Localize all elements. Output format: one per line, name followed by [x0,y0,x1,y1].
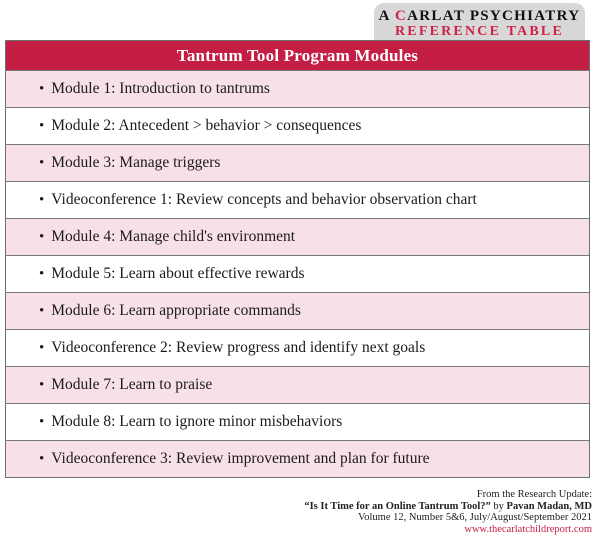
bullet-icon: • [39,265,45,282]
carlat-logo [374,3,585,45]
bullet-icon: • [39,191,45,208]
footer-citation [304,489,592,535]
bullet-icon: • [39,339,45,356]
table-row-videoconference-3 [6,440,589,477]
table-row-module-3 [6,144,589,181]
row-label: Videoconference 1: Review concepts and behavior observation chart [51,191,477,208]
citation-author: Pavan Madan, MD [506,500,592,512]
bullet-icon: • [39,228,45,245]
bullet-icon: • [39,80,45,97]
row-label: Module 4: Manage child's environment [51,228,296,245]
row-label: Videoconference 3: Review improvement and plan for future [51,450,430,467]
website-link[interactable]: www.thecarlatchildreport.com [464,523,592,535]
row-label: Module 1: Introduction to tantrums [51,80,270,97]
table-title: Tantrum Tool Program Modules [6,41,589,70]
citation-article-title: “Is It Time for an Online Tantrum Tool?” [304,500,491,512]
logo-line2: REFERENCE TABLE [394,24,564,39]
logo-line1-rest: ARLAT PSYCHIATRY [407,8,581,24]
table-row-module-1 [6,70,589,107]
bullet-icon: • [39,117,45,134]
table-row-module-4 [6,218,589,255]
row-label: Module 3: Manage triggers [51,154,221,171]
row-label: Module 7: Learn to praise [51,376,213,393]
row-label: Module 2: Antecedent > behavior > consequences [51,117,362,134]
table-row-module-5 [6,255,589,292]
bullet-icon: • [39,450,45,467]
row-label: Module 8: Learn to ignore minor misbehaviors [51,413,343,430]
reference-table [5,40,590,478]
bullet-icon: • [39,413,45,430]
table-row-module-6 [6,292,589,329]
row-label: Module 6: Learn appropriate commands [51,302,301,319]
citation-by: by [490,500,507,512]
row-label: Videoconference 2: Review progress and identify next goals [51,339,426,356]
bullet-icon: • [39,154,45,171]
citation-title-line [304,501,592,513]
bullet-icon: • [39,302,45,319]
logo-line1-red-c: C [395,8,408,24]
table-row-videoconference-1 [6,181,589,218]
table-row-module-8 [6,403,589,440]
table-row-module-2 [6,107,589,144]
row-label: Module 5: Learn about effective rewards [51,265,305,282]
table-row-module-7 [6,366,589,403]
citation-source-line: From the Research Update: [476,489,592,500]
logo-line1-prefix: A [378,8,395,24]
logo-line1 [374,8,585,25]
table-row-videoconference-2 [6,329,589,366]
citation-volume-line: Volume 12, Number 5&6, July/August/September 2021 [358,512,592,523]
bullet-icon: • [39,376,45,393]
